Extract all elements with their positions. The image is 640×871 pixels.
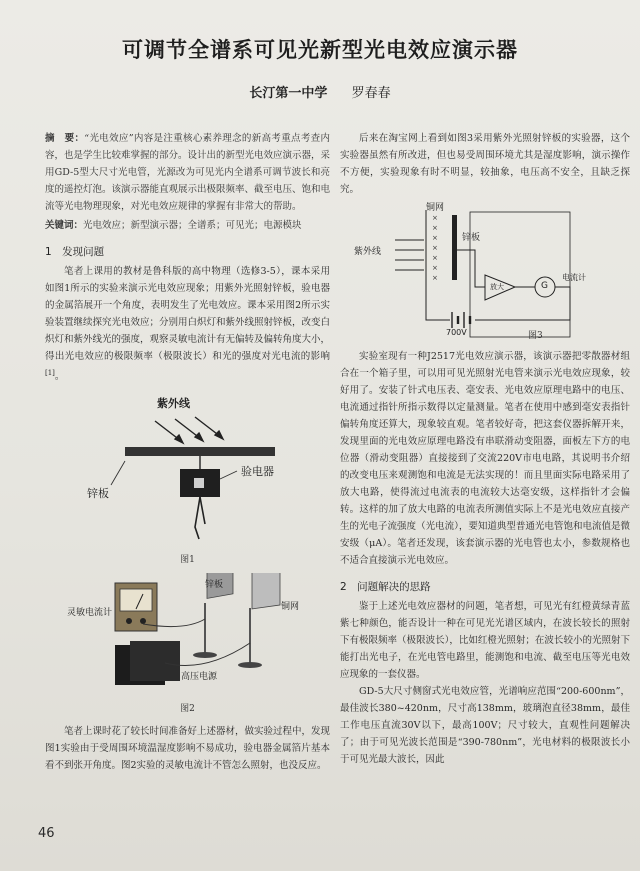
author-name: 罗春春 xyxy=(351,86,391,101)
figure-3-drawing xyxy=(340,200,630,340)
right-paragraph-3: 鉴于上述光电效应器材的问题，笔者想，可见光有红橙黄绿青蓝紫七种颜色，能否设计一种在可见光光谱区域内，在波长较长的照射下有极限频率（极限波长），比如红橙光照射；在波长较小的光照射下能打出光电子，在光电管电路里，能测饱和电流、截至电压等光电效应现象的一套仪器。 xyxy=(340,601,630,680)
svg-text:×: × xyxy=(432,264,438,272)
fig3-mesh-label: 铜网 xyxy=(426,203,445,213)
section1-p1-text: 笔者上课用的教材是鲁科版的高中物理（选修3-5），课本采用如图1所示的实验来演示光电效应现象；用紫外光照射锌板，验电器的金属箔展开一个角度，表明发生了光电效应。课本采用图2所示实验装置继续探究光电效应；分别用白炽灯和紫外线照射锌板，改变白炽灯和紫外线光的强度，观察灵敏电流计有无偏转及偏转角度大小，得出光电效应的极限频率（极限波长）和光的强度对光电流的影响 xyxy=(45,266,331,362)
section1-paragraph-2: 笔者上课时花了较长时间准备好上述器材，做实验过程中，发现图1实验由于受周围环境温湿度影响不易成功，验电器金属箔片基本看不到张开角度。图2实验的灵敏电流计不管怎么照射，也没反应。 xyxy=(45,726,331,772)
figure-2 xyxy=(45,573,330,723)
fig2-mesh-label: 铜网 xyxy=(281,602,300,613)
right-column xyxy=(340,130,630,768)
figure-2-drawing xyxy=(45,573,330,703)
fig3-caption: 图3 xyxy=(528,331,543,341)
fig1-electroscope-label: 验电器 xyxy=(241,465,274,479)
fig2-plate-label: 锌板 xyxy=(205,580,224,591)
figure-1 xyxy=(45,389,330,569)
fig1-uv-label: 紫外线 xyxy=(157,397,190,411)
fig3-voltage-label: 700V xyxy=(446,328,467,337)
fig3-amp-label: 放大 xyxy=(490,283,504,291)
svg-text:×: × xyxy=(432,224,438,232)
abstract-text: “光电效应”内容是注重核心素养理念的新高考重点考查内容，也是学生比较难掌握的部分。设计出的新型光电效应演示器，采用GD-5型大尺寸光电管，光源改为可见光内全谱系可调节波长和亮度的遥控灯泡。该演示器能直观展示出极限频率、截至电压、饱和电流等光电物理现象，对光电效应规律的掌握有非常大的帮助。 xyxy=(45,133,331,212)
svg-text:×: × xyxy=(432,274,438,282)
article-title: 可调节全谱系可见光新型光电效应演示器 xyxy=(122,38,518,62)
fig3-galv-symbol: G xyxy=(541,281,548,291)
section-heading-2: 2 问题解决的思路 xyxy=(340,581,431,593)
fig1-plate-label: 锌板 xyxy=(87,487,109,501)
keywords xyxy=(45,217,330,234)
page-number: 46 xyxy=(38,826,55,841)
svg-text:×: × xyxy=(432,244,438,252)
keywords-label: 关键词： xyxy=(45,220,84,231)
svg-text:×: × xyxy=(432,214,438,222)
section1-paragraph-1: 笔者上课用的教材是鲁科版的高中物理（选修3-5），课本采用如图1所示的实验来演示光电效应现象；用紫外光照射锌板，验电器的金属箔展开一个角度，表明发生了光电效应。课本采用图2所示实验装置继续探究光电效应；分别用白炽灯和紫外线照射锌板，改变白炽灯和紫外线光的强度，观察灵敏电流计有无偏转及偏转角度大小，得出光电效应的极限频率（极限波长）和光的强度对光电流的影响[1]。 xyxy=(45,266,331,383)
right-paragraph-1: 后来在淘宝网上看到如图3采用紫外光照射锌板的实验器，这个实验器虽然有所改进，但也易受周围环境尤其是湿度影响，演示操作不方便，实验现象有时不明显，较抽象，电压高不安全，且缺乏探究。 xyxy=(340,133,630,195)
fig1-caption: 图1 xyxy=(180,555,195,566)
section-heading-1: 1 发现问题 xyxy=(45,246,105,258)
svg-text:×: × xyxy=(432,234,438,242)
figure-3 xyxy=(340,200,630,348)
fig2-caption: 图2 xyxy=(180,704,195,715)
author-school: 长汀第一中学 xyxy=(249,86,328,101)
abstract-label: 摘 要： xyxy=(45,133,85,144)
abstract xyxy=(45,130,330,215)
right-paragraph-2: 实验室现有一种J2517光电效应演示器，该演示器把零散器材组合在一个箱子里，可以用可见光照射光电管来演示光电效应现象，较好用了。安装了针式电压表、毫安表、光电效应原理电路中的电压、电流通过指针所指示数得以定量测量。笔者在使用中感到毫安表指针偏转角度还算大，现象较直观。笔者较好奇，把这套仪器拆解开来，发现里面的光电效应原理电路没有串联滑动变阻器，面板左下方的电位器（滑动变阻器）直接接到了交流220V市电电路，其说明书介绍的改变电压来观测饱和电流是无法实现的！而且里面实际电路采用了放大电路，使得流过电流表的电流较大达毫安级，这样指针才会偏转。这样的加了放大电路的电流表所测值实际上不是光电效应直接产生的光电子流强度（光电流），要知道典型普通光电管饱和电流值是微安级（μA）。笔者还发现，该套演示器的光电管也太小，参数规格也不适合直接演示光电效应。 xyxy=(340,351,630,566)
fig2-hv-label: 高压电源 xyxy=(181,672,218,683)
figure-1-drawing xyxy=(45,389,330,554)
left-column xyxy=(45,130,330,774)
fig3-meter-label: 电流计 xyxy=(562,273,586,282)
citation: [1] xyxy=(45,369,55,377)
right-paragraph-4: GD-5大尺寸侧窗式光电效应管，光谱响应范围“200-600nm”，最佳波长380~420nm，尺寸高138mm，玻璃泡直径38mm，最佳工作电压直流30V以下，最高100V；尺寸较大，直观性问题解决了；由于可见光波长范围是“390-780nm”，光电材料的极限波长小于可见光最大波长，因此 xyxy=(340,686,630,765)
keywords-text: 光电效应；新型演示器；全谱系；可见光；电源模块 xyxy=(83,220,302,231)
fig3-plate-label: 锌板 xyxy=(462,233,481,243)
fig2-galvanometer-label: 灵敏电流计 xyxy=(67,608,113,619)
author-line xyxy=(0,82,640,101)
svg-text:×: × xyxy=(432,254,438,262)
fig3-uv-label: 紫外线 xyxy=(354,247,382,257)
